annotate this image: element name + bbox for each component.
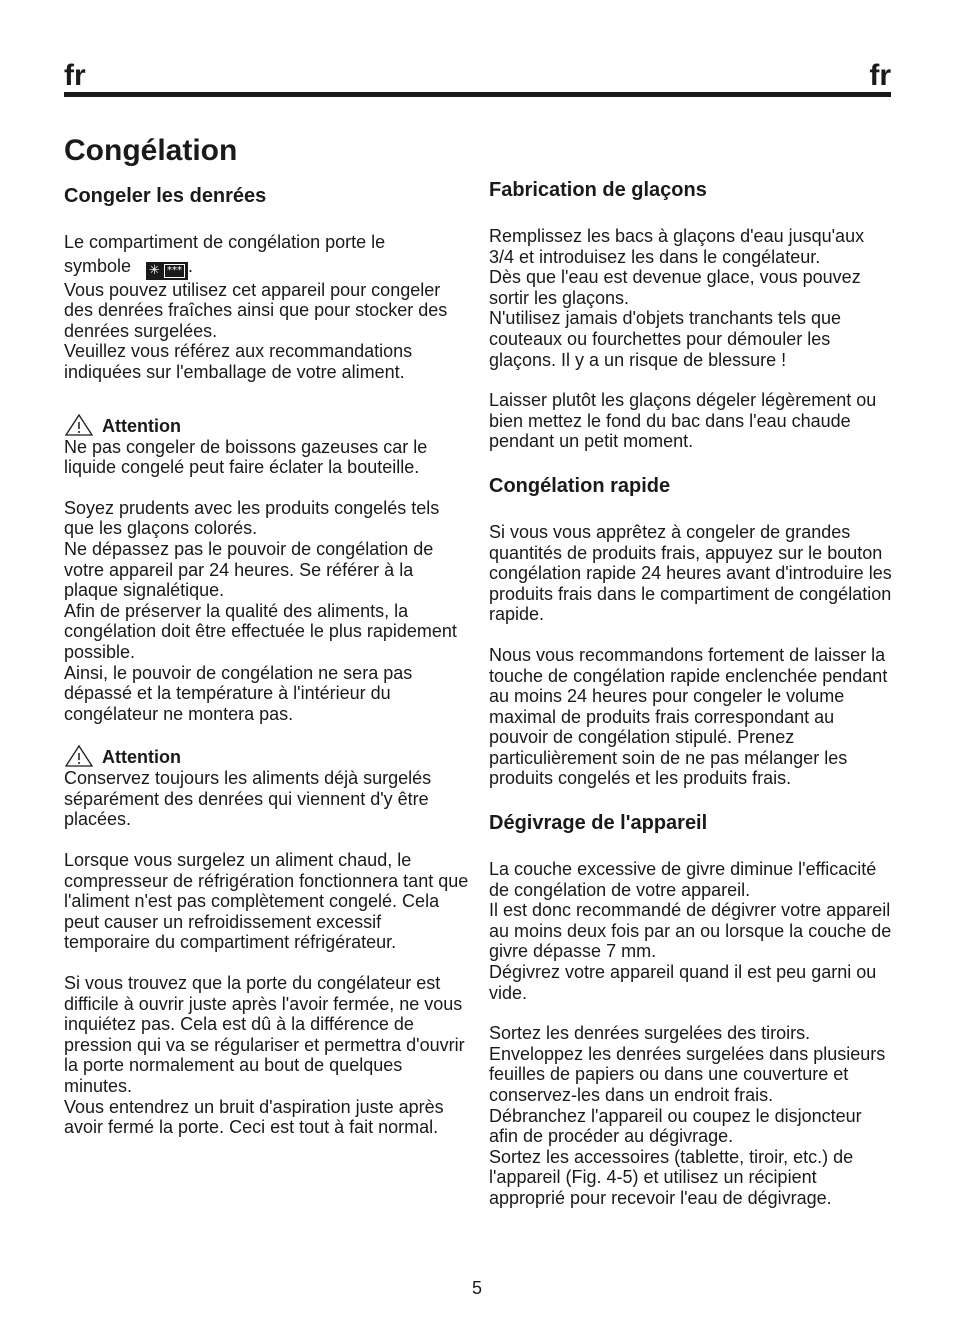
paragraph: Dégivrez votre appareil quand il est peu garni ou vide.	[489, 962, 877, 1003]
section-heading-glacons: Fabrication de glaçons	[489, 179, 707, 201]
paragraph: Afin de préserver la qualité des aliments, la congélation doit être effectuée le plus rapidement possible.	[64, 600, 457, 662]
section-heading-congeler: Congeler les denrées	[64, 185, 267, 207]
left-column	[64, 182, 469, 1138]
attention-text: Conservez toujours les aliments déjà surgelés séparément des denrées qui viennent d'y être placées.	[64, 768, 432, 830]
page-number: 5	[471, 1278, 482, 1298]
paragraph: Ne dépassez pas le pouvoir de congélation de votre appareil par 24 heures. Se référer à la plaque signalétique.	[64, 538, 434, 601]
paragraph: Vous pouvez utilisez cet appareil pour congeler des denrées fraîches ainsi que pour stocker des denrées surgelées.	[64, 279, 448, 341]
paragraph: Lorsque vous surgelez un aliment chaud, le compresseur de réfrigération fonctionnera tant que l'aliment n'est pas complètement congelé. Cela peut causer un refroidissement excessif temporaire du compartiment réfrigérateur.	[64, 850, 469, 953]
freezer-star-symbol-icon	[146, 262, 188, 280]
three-star-icon: ***	[164, 264, 185, 278]
paragraph: Sortez les accessoires (tablette, tiroir, etc.) de l'appareil (Fig. 4-5) et utilisez un récipient approprié pour recevoir l'eau de dégivrage.	[489, 1146, 854, 1208]
paragraph: Soyez prudents avec les produits congelés tels que les glaçons colorés.	[64, 497, 440, 539]
paragraph: Il est donc recommandé de dégivrer votre appareil au moins deux fois par an ou lorsque la couche de givre dépasse 7 mm.	[489, 900, 892, 962]
section-heading-congelation-rapide: Congélation rapide	[489, 474, 671, 497]
attention-text: Ne pas congeler de boissons gazeuses car le liquide congelé peut faire éclater la bouteille.	[64, 436, 428, 478]
section-heading-degivrage: Dégivrage de l'appareil	[489, 812, 708, 835]
paragraph: Si vous vous apprêtez à congeler de grandes quantités de produits frais, appuyez sur le bouton congélation rapide 24 heures avant d'introduire les produits frais dans le compartiment de congélation rapide.	[489, 521, 892, 625]
paragraph: Ainsi, le pouvoir de congélation ne sera pas dépassé et la température à l'intérieur du congélateur ne montera pas.	[64, 662, 413, 724]
paragraph: Enveloppez les denrées surgelées dans plusieurs feuilles de papiers ou dans une couverture et conservez-les dans un endroit frais.	[489, 1043, 886, 1105]
symbol-period: .	[187, 255, 193, 276]
paragraph: Sortez les denrées surgelées des tiroirs.	[489, 1023, 811, 1044]
paragraph: Nous vous recommandons fortement de laisser la touche de congélation rapide enclenchée pendant au moins 24 heures pour congeler le volume maximal de produits frais correspondant au pouvoir de congélation stipulé. Prenez particulièrement soin de ne pas mélanger les produits congelés et les produits frais.	[489, 644, 888, 789]
attention-label: Attention	[102, 415, 181, 436]
warning-triangle-icon	[64, 744, 94, 768]
page-title: Congélation	[64, 134, 238, 167]
paragraph: Dès que l'eau est devenue glace, vous pouvez sortir les glaçons.	[489, 267, 861, 308]
paragraph: Remplissez les bacs à glaçons d'eau jusqu'aux 3/4 et introduisez les dans le congélateur.	[489, 226, 865, 267]
attention-heading	[64, 413, 469, 437]
symbol-label: symbole	[64, 255, 132, 276]
paragraph: Débranchez l'appareil ou coupez le disjoncteur afin de procéder au dégivrage.	[489, 1105, 862, 1147]
paragraph: Si vous trouvez que la porte du congélateur est difficile à ouvrir juste après l'avoir fermée, ne vous inquiétez pas. Cela est dû à la différence de pression qui va se régulariser et permettra d'ouvrir la porte normalement au bout de quelques minutes.	[64, 973, 465, 1096]
header-language-right: fr	[869, 59, 891, 92]
attention-heading	[64, 744, 469, 768]
paragraph: Laisser plutôt les glaçons dégeler légèrement ou bien mettez le fond du bac dans l'eau chaude pendant un petit moment.	[489, 390, 877, 452]
snowflake-icon: ✳	[149, 262, 160, 278]
intro-line: Le compartiment de congélation porte le	[64, 232, 386, 252]
paragraph: N'utilisez jamais d'objets tranchants tels que couteaux ou fourchettes pour démouler les glaçons. Il y a un risque de blessure !	[489, 308, 842, 370]
symbol-line	[64, 253, 469, 280]
paragraph: Vous entendrez un bruit d'aspiration juste après avoir fermé la porte. Ceci est tout à fait normal.	[64, 1096, 444, 1138]
paragraph: Veuillez vous référez aux recommandations indiquées sur l'emballage de votre aliment.	[64, 341, 413, 382]
header-rule	[64, 92, 891, 97]
right-column	[489, 176, 894, 1209]
header-language-left: fr	[64, 59, 86, 92]
attention-label: Attention	[102, 747, 181, 768]
warning-triangle-icon	[64, 413, 94, 437]
paragraph: La couche excessive de givre diminue l'efficacité de congélation de votre appareil.	[489, 859, 877, 900]
